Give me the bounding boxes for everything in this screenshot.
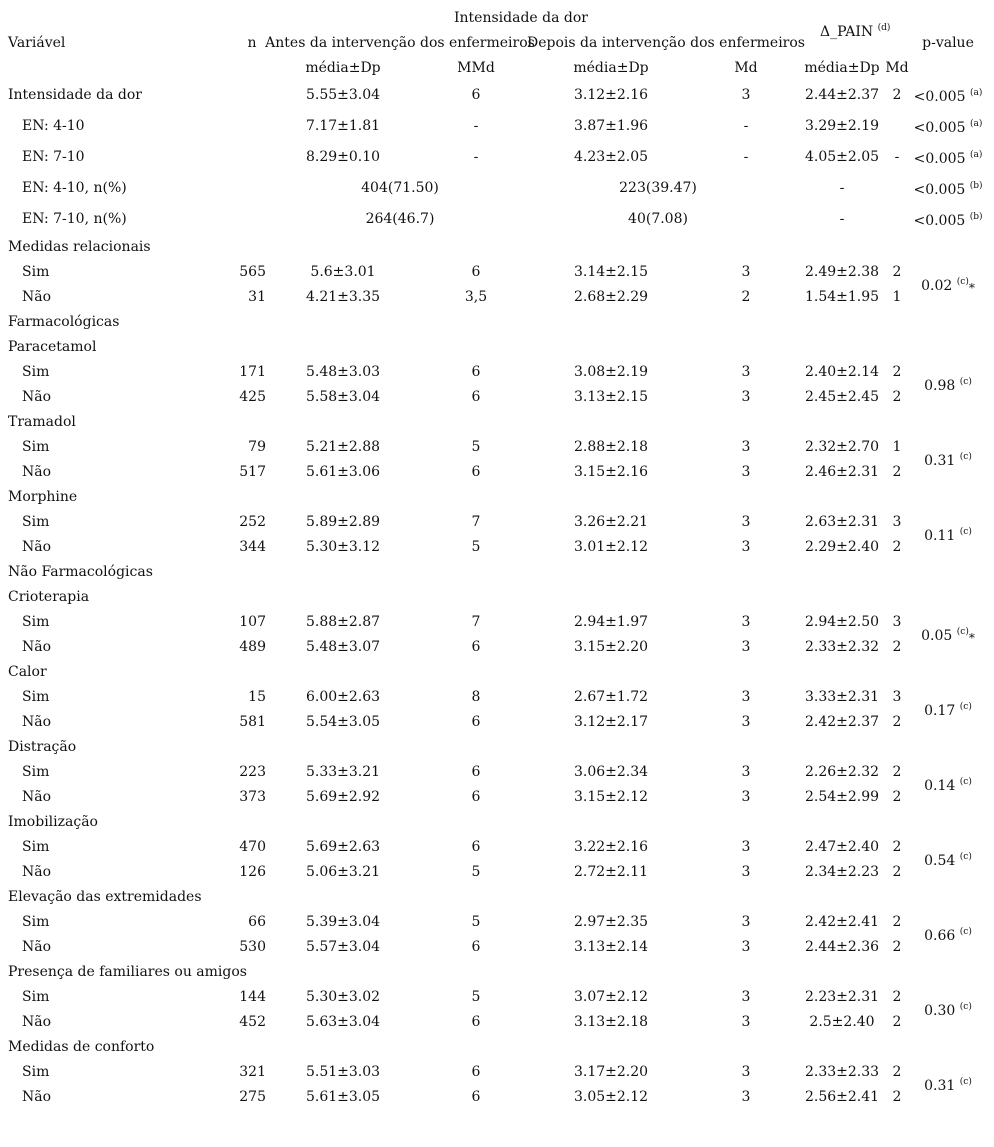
table-row-delta-media: 2.45±2.45 [804,389,880,405]
section-p-value: 0.66 $^{(c)}$ [924,927,972,944]
table-row-depois-md: 3 [741,789,751,805]
table-row-n: 321 [239,1064,266,1080]
intensity-depois-media: 3.87±1.96 [573,118,649,134]
header-pvalue: p-value [922,35,974,51]
table-row-n: 452 [239,1014,266,1030]
table-row-n: 425 [239,389,266,405]
table-row-label: Não [22,1014,52,1030]
table-row-n: 223 [239,764,266,780]
table-row-delta-md: 2 [892,464,902,480]
table-row-depois-media: 3.15±2.12 [573,789,649,805]
table-row-antes-md: 6 [471,1089,481,1105]
table-row-n: 530 [239,939,266,955]
table-row-depois-media: 2.97±2.35 [573,914,649,930]
table-row-depois-media: 3.15±2.16 [573,464,649,480]
table-row-depois-md: 3 [741,514,751,530]
table-row-antes-media: 5.69±2.92 [305,789,381,805]
table-row-delta-md: 2 [892,764,902,780]
table-row-antes-media: 5.54±3.05 [305,714,381,730]
intensity-delta-media: 2.44±2.37 [804,87,880,103]
table-row-label: Sim [22,989,50,1005]
table-row-antes-md: 6 [471,939,481,955]
table-row-delta-md: 2 [892,864,902,880]
header-delta: Δ_PAIN $^{(d)}$ [820,23,891,40]
table-row-n: 581 [239,714,266,730]
table-row-antes-md: 3,5 [464,289,488,305]
table-row-antes-md: 6 [471,714,481,730]
table-row-delta-md: 2 [892,789,902,805]
table-row-delta-md: 2 [892,1064,902,1080]
table-row-delta-media: 2.49±2.38 [804,264,880,280]
intensity-delta-media: 4.05±2.05 [804,149,880,165]
table-row-antes-media: 5.51±3.03 [305,1064,381,1080]
subheader-delta-md: Md [885,60,909,76]
table-row-depois-md: 3 [741,1064,751,1080]
table-row-delta-media: 2.29±2.40 [804,539,880,555]
subheader-antes-mmd: MMd [457,60,495,76]
table-row-depois-media: 3.22±2.16 [573,839,649,855]
table-row-antes-media: 5.06±3.21 [305,864,381,880]
table-row-delta-md: 2 [892,1089,902,1105]
table-row-n: 275 [239,1089,266,1105]
intensity-p-value: <0.005 $^{(a)}$ [913,119,983,136]
table-row-delta-md: 1 [892,289,902,305]
table-row-antes-md: 5 [471,439,481,455]
table-row-antes-media: 5.63±3.04 [305,1014,381,1030]
section-p-value: 0.11 $^{(c)}$ [924,527,972,544]
table-row-antes-media: 5.30±3.12 [305,539,381,555]
section-title: Não Farmacológicas [8,564,153,580]
table-row-depois-md: 3 [741,839,751,855]
intensity-antes-count: 264(46.7) [365,211,435,227]
table-row-delta-md: 2 [892,989,902,1005]
table-row-delta-media: 2.26±2.32 [804,764,880,780]
intensity-row-label: EN: 7-10, n(%) [22,211,127,227]
table-row-label: Sim [22,514,50,530]
table-row-depois-md: 3 [741,464,751,480]
table-row-label: Sim [22,1064,50,1080]
table-row-depois-media: 3.05±2.12 [573,1089,649,1105]
table-row-n: 126 [239,864,266,880]
table-row-delta-media: 2.44±2.36 [804,939,880,955]
table-row-antes-media: 6.00±2.63 [305,689,381,705]
table-row-antes-media: 5.89±2.89 [305,514,381,530]
intensity-p-value: <0.005 $^{(a)}$ [913,150,983,167]
table-row-delta-media: 2.94±2.50 [804,614,880,630]
table-row-label: Sim [22,614,50,630]
table-row-delta-media: 2.63±2.31 [804,514,880,530]
table-row-label: Sim [22,764,50,780]
table-row-depois-md: 2 [741,289,751,305]
table-row-label: Não [22,864,52,880]
header-antes: Antes da intervenção dos enfermeiros [265,35,535,51]
table-row-delta-media: 2.32±2.70 [804,439,880,455]
table-row-antes-md: 5 [471,539,481,555]
section-title: Paracetamol [8,339,97,355]
table-row-delta-media: 3.33±2.31 [804,689,880,705]
table-row-depois-media: 3.26±2.21 [573,514,649,530]
table-row-antes-media: 5.61±3.05 [305,1089,381,1105]
table-row-depois-media: 3.15±2.20 [573,639,649,655]
table-row-depois-md: 3 [741,1089,751,1105]
table-row-depois-media: 2.67±1.72 [573,689,649,705]
table-row-antes-media: 5.33±3.21 [305,764,381,780]
section-p-value: 0.05 $^{(c)}$* [921,627,975,645]
group-title: Intensidade da dor [454,10,588,26]
intensity-depois-media: 4.23±2.05 [573,149,649,165]
table-row-depois-md: 3 [741,639,751,655]
table-row-n: 79 [248,439,266,455]
intensity-depois-md: 3 [741,87,751,103]
table-row-antes-md: 6 [471,789,481,805]
table-row-antes-media: 5.57±3.04 [305,939,381,955]
intensity-depois-md: - [743,118,749,134]
intensity-row-label: EN: 4-10, n(%) [22,180,127,196]
table-row-delta-md: 2 [892,1014,902,1030]
table-row-depois-md: 3 [741,1014,751,1030]
table-row-depois-md: 3 [741,539,751,555]
subheader-delta-media: média±Dp [804,60,880,76]
table-row-antes-media: 5.48±3.07 [305,639,381,655]
table-row-delta-media: 2.34±2.23 [804,864,880,880]
section-p-value: 0.31 $^{(c)}$ [924,452,972,469]
section-p-value: 0.98 $^{(c)}$ [924,377,972,394]
table-row-antes-md: 7 [471,614,481,630]
section-title: Calor [8,664,47,680]
intensity-depois-count: 223(39.47) [619,180,697,196]
table-row-label: Não [22,939,52,955]
section-title: Farmacológicas [8,314,120,330]
table-row-delta-md: 1 [892,439,902,455]
intensity-antes-md: - [473,118,479,134]
table-row-n: 252 [239,514,266,530]
table-row-antes-md: 7 [471,514,481,530]
table-row-n: 565 [239,264,266,280]
section-title: Presença de familiares ou amigos [8,964,247,980]
table-row-depois-media: 2.94±1.97 [573,614,649,630]
section-title: Imobilização [8,814,98,830]
table-row-label: Não [22,464,52,480]
table-row-delta-md: 2 [892,714,902,730]
table-row-depois-media: 3.01±2.12 [573,539,649,555]
table-row-antes-md: 6 [471,364,481,380]
section-title: Morphine [8,489,78,505]
table-row-label: Não [22,289,52,305]
table-row-delta-md: 2 [892,639,902,655]
table-row-delta-md: 2 [892,539,902,555]
table-row-depois-media: 3.07±2.12 [573,989,649,1005]
table-row-depois-md: 3 [741,689,751,705]
table-row-label: Sim [22,839,50,855]
intensity-delta-count: - [839,211,845,227]
table-row-antes-md: 5 [471,914,481,930]
intensity-delta-md: - [894,149,900,165]
table-row-antes-media: 5.61±3.06 [305,464,381,480]
table-row-label: Não [22,389,52,405]
table-row-depois-media: 3.13±2.18 [573,1014,649,1030]
table-row-label: Sim [22,914,50,930]
intensity-p-value: <0.005 $^{(b)}$ [913,181,983,198]
table-row-depois-media: 3.13±2.15 [573,389,649,405]
section-title: Elevação das extremidades [8,889,202,905]
table-row-delta-md: 2 [892,389,902,405]
section-p-value: 0.30 $^{(c)}$ [924,1002,972,1019]
header-variavel: Variável [8,35,66,51]
table-row-delta-md: 2 [892,364,902,380]
table-row-n: 107 [239,614,266,630]
table-row-depois-media: 3.17±2.20 [573,1064,649,1080]
table-row-n: 66 [248,914,266,930]
table-row-delta-md: 3 [892,514,902,530]
table-row-delta-media: 2.23±2.31 [804,989,880,1005]
table-row-delta-media: 2.42±2.41 [804,914,880,930]
section-p-value: 0.02 $^{(c)}$* [921,277,975,295]
intensity-p-value: <0.005 $^{(b)}$ [913,212,983,229]
table-row-n: 344 [239,539,266,555]
table-row-label: Não [22,789,52,805]
table-row-depois-md: 3 [741,364,751,380]
table-row-label: Não [22,1089,52,1105]
table-row-antes-md: 6 [471,1014,481,1030]
table-row-depois-md: 3 [741,614,751,630]
table-row-label: Sim [22,264,50,280]
table-row-antes-md: 6 [471,1064,481,1080]
table-row-antes-media: 5.6±3.01 [310,264,376,280]
table-row-depois-md: 3 [741,439,751,455]
table-row-n: 373 [239,789,266,805]
intensity-row-label: Intensidade da dor [8,87,142,103]
table-row-label: Não [22,639,52,655]
table-row-antes-md: 8 [471,689,481,705]
section-p-value: 0.14 $^{(c)}$ [924,777,972,794]
table-row-n: 489 [239,639,266,655]
table-row-label: Sim [22,689,50,705]
table-row-depois-media: 3.08±2.19 [573,364,649,380]
table-row-label: Não [22,714,52,730]
table-row-depois-md: 3 [741,714,751,730]
table-row-antes-md: 5 [471,864,481,880]
table-row-antes-media: 5.69±2.63 [305,839,381,855]
section-title: Medidas relacionais [8,239,151,255]
section-title: Tramadol [8,414,76,430]
intensity-delta-count: - [839,180,845,196]
table-row-antes-md: 6 [471,639,481,655]
intensity-antes-media: 5.55±3.04 [305,87,381,103]
intensity-antes-media: 8.29±0.10 [305,149,381,165]
intensity-antes-count: 404(71.50) [361,180,439,196]
table-row-n: 171 [239,364,266,380]
intensity-antes-media: 7.17±1.81 [305,118,381,134]
table-row-delta-media: 1.54±1.95 [804,289,880,305]
table-row-n: 517 [239,464,266,480]
table-row-antes-md: 5 [471,989,481,1005]
intensity-row-label: EN: 4-10 [22,118,85,134]
table-row-delta-media: 2.42±2.37 [804,714,880,730]
section-title: Medidas de conforto [8,1039,155,1055]
section-p-value: 0.54 $^{(c)}$ [924,852,972,869]
table-row-delta-md: 3 [892,689,902,705]
table-row-antes-media: 5.58±3.04 [305,389,381,405]
table-row-label: Sim [22,439,50,455]
table-row-depois-media: 2.88±2.18 [573,439,649,455]
table-row-n: 31 [248,289,266,305]
table-row-delta-media: 2.33±2.33 [804,1064,880,1080]
table-row-depois-media: 2.72±2.11 [573,864,649,880]
subheader-depois-md: Md [734,60,758,76]
table-row-delta-media: 2.54±2.99 [804,789,880,805]
table-row-label: Sim [22,364,50,380]
table-row-delta-md: 3 [892,614,902,630]
table-row-depois-md: 3 [741,264,751,280]
table-row-depois-media: 3.06±2.34 [573,764,649,780]
table-row-depois-md: 3 [741,764,751,780]
table-row-antes-md: 6 [471,264,481,280]
intensity-antes-md: 6 [471,87,481,103]
table-row-delta-md: 2 [892,839,902,855]
table-row-depois-media: 3.14±2.15 [573,264,649,280]
subheader-depois-media: média±Dp [573,60,649,76]
table-row-antes-media: 5.39±3.04 [305,914,381,930]
table-row-delta-media: 2.56±2.41 [804,1089,880,1105]
intensity-depois-media: 3.12±2.16 [573,87,649,103]
intensity-depois-md: - [743,149,749,165]
subheader-antes-media: média±Dp [305,60,381,76]
section-title: Distração [8,739,77,755]
table-row-depois-media: 2.68±2.29 [573,289,649,305]
intensity-p-value: <0.005 $^{(a)}$ [913,88,983,105]
header-depois: Depois da intervenção dos enfermeiros [527,35,805,51]
table-row-delta-media: 2.46±2.31 [804,464,880,480]
table-row-depois-md: 3 [741,914,751,930]
table-row-label: Não [22,539,52,555]
table-row-delta-md: 2 [892,914,902,930]
table-row-n: 144 [239,989,266,1005]
section-p-value: 0.31 $^{(c)}$ [924,1077,972,1094]
intensity-delta-media: 3.29±2.19 [804,118,880,134]
table-row-depois-md: 3 [741,939,751,955]
intensity-antes-md: - [473,149,479,165]
table-row-antes-md: 6 [471,389,481,405]
table-row-depois-md: 3 [741,864,751,880]
table-row-antes-md: 6 [471,464,481,480]
table-row-n: 15 [248,689,266,705]
section-title: Crioterapia [8,589,90,605]
table-row-antes-media: 5.88±2.87 [305,614,381,630]
intensity-depois-count: 40(7.08) [628,211,688,227]
table-row-antes-media: 4.21±3.35 [305,289,381,305]
table-row-depois-media: 3.12±2.17 [573,714,649,730]
table-row-antes-media: 5.30±3.02 [305,989,381,1005]
intensity-row-label: EN: 7-10 [22,149,85,165]
table-row-delta-md: 2 [892,264,902,280]
table-row-delta-md: 2 [892,939,902,955]
table-row-n: 470 [239,839,266,855]
table-row-antes-media: 5.48±3.03 [305,364,381,380]
header-n: n [247,35,257,51]
table-row-depois-md: 3 [741,989,751,1005]
table-row-antes-media: 5.21±2.88 [305,439,381,455]
table-row-delta-media: 2.47±2.40 [804,839,880,855]
table-row-antes-md: 6 [471,764,481,780]
table-row-antes-md: 6 [471,839,481,855]
section-p-value: 0.17 $^{(c)}$ [924,702,972,719]
table-row-delta-media: 2.40±2.14 [804,364,880,380]
table-row-depois-media: 3.13±2.14 [573,939,649,955]
intensity-delta-md: 2 [892,87,902,103]
table-row-depois-md: 3 [741,389,751,405]
table-row-delta-media: 2.5±2.40 [809,1014,875,1030]
table-row-delta-media: 2.33±2.32 [804,639,880,655]
